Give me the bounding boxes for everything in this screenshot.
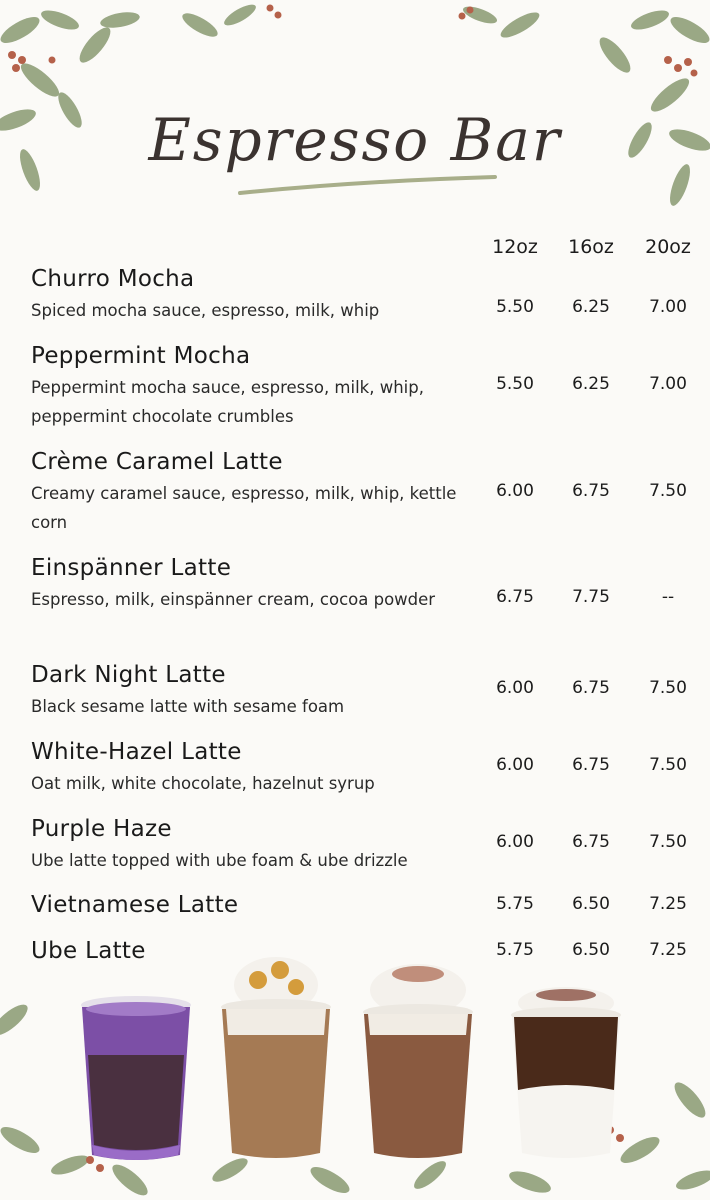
einspanner-cup [508,985,624,1165]
price-16oz: 6.75 [572,481,610,501]
item-name: White-Hazel Latte [31,739,242,765]
item-name: Churro Mocha [31,266,195,292]
price-16oz: 6.75 [572,678,610,698]
price-20oz: 7.50 [649,832,687,852]
price-20oz: 7.50 [649,755,687,775]
menu-title-text: Espresso Bar [148,106,562,174]
menu-title [120,95,590,215]
item-name: Einspänner Latte [31,555,232,581]
menu-item-peppermint-mocha [31,341,471,431]
item-name: Dark Night Latte [31,662,226,688]
item-description: Ube latte topped with ube foam & ube drizzle [31,851,408,870]
item-name: Ube Latte [31,938,146,964]
size-header-12oz: 12oz [492,236,538,258]
price-20oz: 7.25 [649,940,687,960]
price-16oz: 6.25 [572,374,610,394]
price-16oz: 6.50 [572,894,610,914]
price-12oz: 6.00 [496,481,534,501]
menu-item-vietnamese-latte [31,890,471,920]
menu-item-creme-caramel-latte [31,447,471,537]
title-underline [120,95,590,215]
price-16oz: 6.50 [572,940,610,960]
price-16oz: 6.25 [572,297,610,317]
caramel-latte-cup [218,955,334,1165]
price-12oz: 5.75 [496,894,534,914]
item-description: Espresso, milk, einspänner cream, cocoa powder [31,590,436,609]
item-description: Creamy caramel sauce, espresso, milk, whip, kettle corn [31,484,457,532]
ube-latte-cup [78,995,194,1165]
item-description: Oat milk, white chocolate, hazelnut syrup [31,774,375,793]
price-12oz: 6.75 [496,587,534,607]
price-12oz: 5.50 [496,297,534,317]
price-16oz: 6.75 [572,832,610,852]
menu-item-dark-night-latte [31,660,471,721]
menu-item-purple-haze [31,814,471,875]
item-description: Black sesame latte with sesame foam [31,697,345,716]
price-16oz: 6.75 [572,755,610,775]
size-header-16oz: 16oz [568,236,614,258]
menu-item-einspanner-latte [31,553,471,614]
price-20oz: 7.00 [649,297,687,317]
price-20oz: -- [661,587,675,607]
menu-item-white-hazel-latte [31,737,471,798]
item-name: Purple Haze [31,816,172,842]
menu-item-churro-mocha [31,264,471,325]
mocha-cup [360,960,476,1165]
price-12oz: 5.75 [496,940,534,960]
price-12oz: 6.00 [496,755,534,775]
price-20oz: 7.50 [649,678,687,698]
price-20oz: 7.25 [649,894,687,914]
price-12oz: 6.00 [496,832,534,852]
price-16oz: 7.75 [572,587,610,607]
size-header-20oz: 20oz [645,236,691,258]
price-12oz: 5.50 [496,374,534,394]
item-description: Spiced mocha sauce, espresso, milk, whip [31,301,380,320]
item-description: Peppermint mocha sauce, espresso, milk, whip, peppermint chocolate crumbles [31,378,424,426]
item-name: Crème Caramel Latte [31,449,283,475]
price-20oz: 7.00 [649,374,687,394]
item-name: Vietnamese Latte [31,892,239,918]
item-name: Peppermint Mocha [31,343,251,369]
price-12oz: 6.00 [496,678,534,698]
price-20oz: 7.50 [649,481,687,501]
